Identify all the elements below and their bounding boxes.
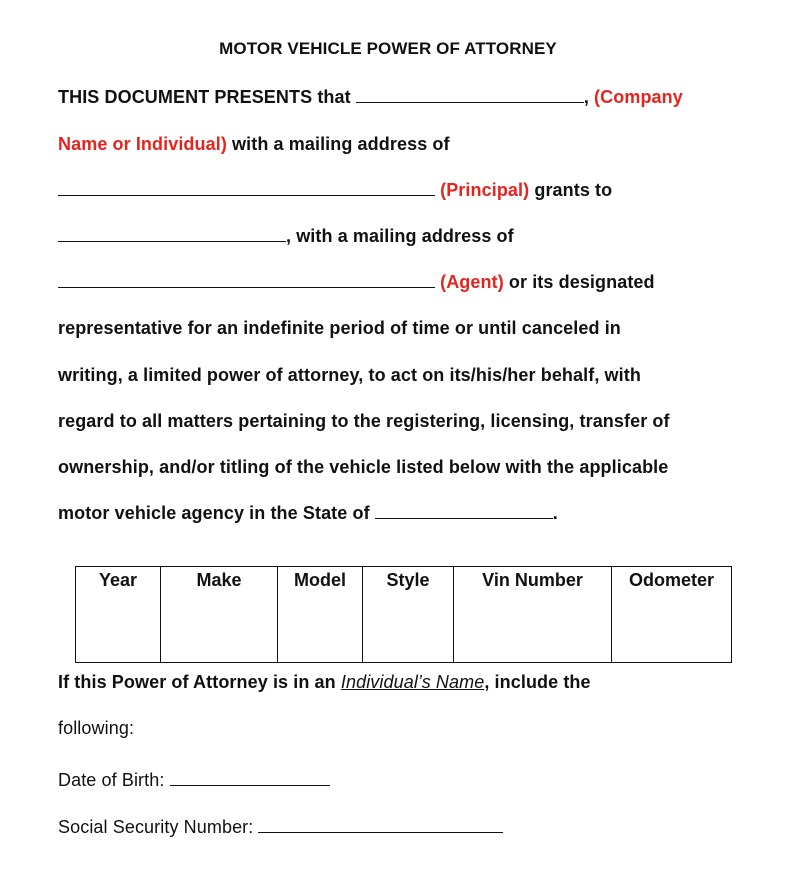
document-title: MOTOR VEHICLE POWER OF ATTORNEY <box>219 39 557 58</box>
individual-name-link: Individual’s Name <box>340 672 485 692</box>
state-text: motor vehicle agency in the State of <box>58 503 370 523</box>
ssn-row <box>58 816 503 838</box>
header-year[interactable]: Year <box>76 567 161 663</box>
individual-line-1 <box>58 671 591 693</box>
dob-row <box>58 769 330 791</box>
table-row <box>76 567 732 663</box>
ssn-label: Social Security Number: <box>58 817 254 837</box>
principal-label: (Principal) <box>440 180 530 200</box>
paragraph-line-1 <box>58 86 683 108</box>
period: . <box>552 503 558 523</box>
agent-mailing-text: , with a mailing address of <box>286 226 514 246</box>
paragraph-line-2 <box>58 133 450 155</box>
individual-post-text: , include the <box>484 672 591 692</box>
body-line: representative for an indefinite period of time or until canceled in <box>58 318 621 338</box>
agent-address-blank[interactable] <box>58 271 435 288</box>
grants-text: grants to <box>534 180 613 200</box>
paragraph-line-4 <box>58 225 514 247</box>
agent-label: (Agent) <box>440 272 504 292</box>
state-blank[interactable] <box>375 502 553 519</box>
company-label-cont: Name or Individual) <box>58 134 227 154</box>
header-model[interactable]: Model <box>278 567 363 663</box>
paragraph-line-3 <box>58 179 612 201</box>
header-odometer[interactable]: Odometer <box>612 567 732 663</box>
individual-line-2: following: <box>58 718 135 738</box>
dob-label: Date of Birth: <box>58 770 165 790</box>
body-line: ownership, and/or titling of the vehicle listed below with the applicable <box>58 457 669 477</box>
header-vin-number[interactable]: Vin Number <box>454 567 612 663</box>
comma: , <box>583 87 589 107</box>
body-line: writing, a limited power of attorney, to act on its/his/her behalf, with <box>58 365 641 385</box>
designated-text: or its designated <box>508 272 655 292</box>
individual-pre-text: If this Power of Attorney is in an <box>58 672 336 692</box>
header-make[interactable]: Make <box>161 567 278 663</box>
dob-blank[interactable] <box>170 769 330 786</box>
agent-name-blank[interactable] <box>58 225 286 242</box>
company-label: (Company <box>594 87 683 107</box>
body-line: regard to all matters pertaining to the registering, licensing, transfer of <box>58 411 670 431</box>
header-style[interactable]: Style <box>363 567 454 663</box>
ssn-blank[interactable] <box>258 816 503 833</box>
company-name-blank[interactable] <box>356 86 584 103</box>
intro-text: THIS DOCUMENT PRESENTS that <box>58 87 351 107</box>
mailing-address-text: with a mailing address of <box>232 134 450 154</box>
body-line-state <box>58 502 558 524</box>
vehicle-table <box>75 566 732 663</box>
paragraph-line-5 <box>58 271 655 293</box>
principal-address-blank[interactable] <box>58 179 435 196</box>
